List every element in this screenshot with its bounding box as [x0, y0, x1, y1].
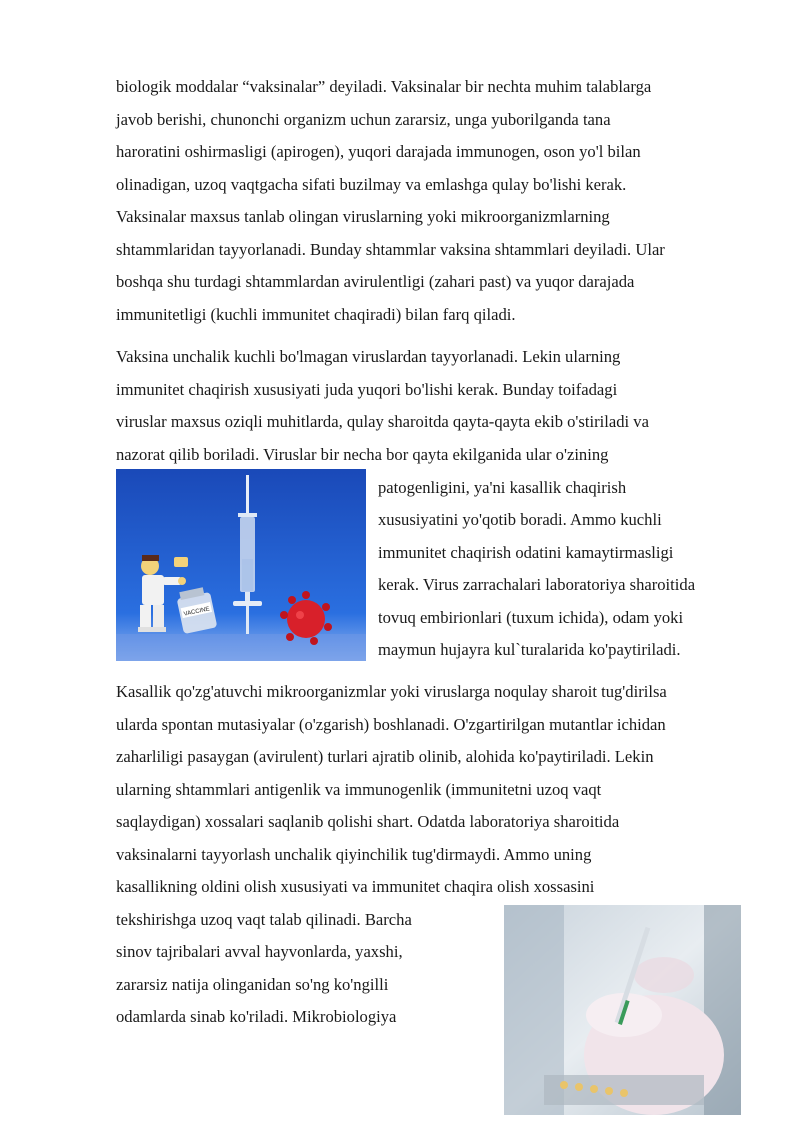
- text-line: nazorat qilib boriladi. Viruslar bir necha bor qayta ekilganida ular o'zining: [116, 445, 609, 464]
- text-line: zaharliligi pasaygan (avirulent) turlari ajratib olinib, alohida ko'paytiriladi. Lekin: [116, 747, 654, 766]
- text-line: biologik moddalar “vaksinalar” deyiladi. Vaksinalar bir nechta muhim talablarga: [116, 77, 652, 96]
- text-line: shtammlaridan tayyorlanadi. Bunday shtammlar vaksina shtammlari deyiladi. Ular: [116, 240, 665, 259]
- text-line: olinadigan, uzoq vaqtgacha sifati buzilmay va emlashga qulay bo'lishi kerak.: [116, 175, 627, 194]
- sample-tubes-icon: [544, 1075, 704, 1105]
- text-line: immunitet chaqirish xususiyati juda yuqori bo'lishi kerak. Bunday toifadagi: [116, 380, 618, 399]
- text-line: tekshirishga uzoq vaqt talab qilinadi. Barcha: [116, 910, 412, 929]
- text-line: immunitetligi (kuchli immunitet chaqiradi) bilan farq qiladi.: [116, 305, 516, 324]
- text-line: Vaksina unchalik kuchli bo'lmagan viruslardan tayyorlanadi. Lekin ularning: [116, 347, 621, 366]
- text-line: Vaksinalar maxsus tanlab olingan viruslarning yoki mikroorganizmlarning: [116, 207, 610, 226]
- text-line: viruslar maxsus oziqli muhitlarda, qulay sharoitda qayta-qayta ekib o'stiriladi va: [116, 412, 649, 431]
- text-line: sinov tajribalari avval hayvonlarda, yaxshi,: [116, 942, 403, 961]
- text-line: maymun hujayra kul`turalarida ko'paytiriladi.: [378, 640, 681, 659]
- text-line: odamlarda sinab ko'riladi. Mikrobiologiya: [116, 1007, 397, 1026]
- text-line: ularda spontan mutasiyalar (o'zgarish) boshlanadi. O'zgartirilgan mutantlar ichidan: [116, 715, 666, 734]
- text-line: haroratini oshirmasligi (apirogen), yuqori darajada immunogen, oson yo'l bilan: [116, 142, 641, 161]
- text-line: kasallikning oldini olish xususiyati va immunitet chaqira olish xossasini: [116, 877, 595, 896]
- vaccine-illustration: [116, 469, 366, 661]
- text-line: boshqa shu turdagi shtammlardan avirulentligi (zahari past) va yuqor darajada: [116, 272, 635, 291]
- vial-label: VACCINE: [183, 606, 211, 618]
- text-line: zararsiz natija olinganidan so'ng ko'ngilli: [116, 975, 389, 994]
- text-line: saqlaydigan) xossalari saqlanib qolishi shart. Odatda laboratoriya sharoitida: [116, 812, 620, 831]
- laboratory-photo: [504, 905, 741, 1115]
- text-line: immunitet chaqirish odatini kamaytirmasligi: [378, 543, 674, 562]
- text-line: tovuq embirionlari (tuxum ichida), odam yoki: [378, 608, 684, 627]
- text-line: javob berishi, chunonchi organizm uchun zararsiz, unga yuborilganda tana: [116, 110, 611, 129]
- text-line: patogenligini, ya'ni kasallik chaqirish: [378, 478, 627, 497]
- text-line: kerak. Virus zarrachalari laboratoriya sharoitida: [378, 575, 696, 594]
- text-line: xususiyatini yo'qotib boradi. Ammo kuchli: [378, 510, 662, 529]
- text-line: vaksinalarni tayyorlash unchalik qiyinchilik tug'dirmaydi. Ammo uning: [116, 845, 592, 864]
- text-line: ularning shtammlari antigenlik va immunogenlik (immunitetni uzoq vaqt: [116, 780, 602, 799]
- text-line: Kasallik qo'zg'atuvchi mikroorganizmlar yoki viruslarga noqulay sharoit tug'dirilsa: [116, 682, 667, 701]
